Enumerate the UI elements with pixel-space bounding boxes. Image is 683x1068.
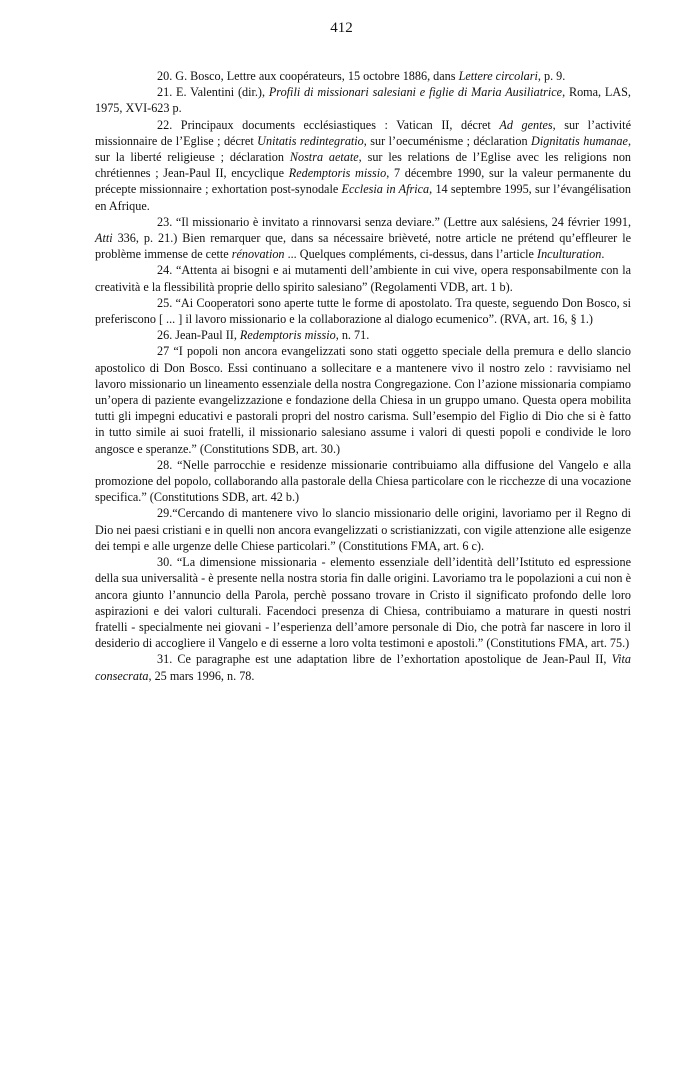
footnote-text: , 7 décembre 1990, sur la valeur permanente du précepte missionnaire ; exhortation post-synodale bbox=[95, 166, 631, 197]
footnote-text: , sur la liberté religieuse ; déclaration bbox=[95, 133, 631, 165]
footnote bbox=[95, 84, 631, 116]
footnote bbox=[95, 68, 631, 84]
footnote-text: 24. “Attenta ai bisogni e ai mutamenti dell’ambiente in cui vive, opera responsabilmente con la creatività e la flessibilità proprie dello spirito salesiano” (Regolamenti VDB, art. 1 b). bbox=[95, 263, 631, 294]
footnote-italic-text: Profili di missionari salesiani e figlie di Maria Ausiliatrice bbox=[268, 85, 563, 100]
footnote-italic-text: Redemptoris missio bbox=[239, 328, 336, 343]
footnote-italic-text: Nostra aetate bbox=[289, 150, 359, 165]
footnote bbox=[95, 117, 631, 214]
footnote-text: , n. 71. bbox=[335, 328, 370, 343]
footnote-text: , 25 mars 1996, n. 78. bbox=[148, 668, 255, 683]
page-number: 412 bbox=[330, 20, 353, 36]
footnote-text: 31. Ce paragraphe est une adaptation libre de l’exhortation apostolique de Jean-Paul II, bbox=[157, 652, 612, 667]
footnote bbox=[95, 505, 631, 554]
footnote-text: , sur l’activité missionnaire de l’Eglise ; décret bbox=[95, 117, 631, 148]
footnote-italic-text: rénovation bbox=[231, 247, 285, 262]
footnote-text: 20. G. Bosco, Lettre aux coopérateurs, 15 octobre 1886, dans bbox=[157, 69, 459, 83]
footnote-text: 29.“Cercando di mantenere vivo lo slancio missionario delle origini, lavoriamo per il Regno di Dio nei paesi cristiani e in quelli non ancora evangelizzati o scristianizzati, con vigile attenzione alle esigenze dei tempi e alle urgenze delle Chiese particolari.” (Constitutions FMA, art. 6 c). bbox=[95, 506, 631, 553]
footnote-italic-text: Redemptoris missio bbox=[288, 166, 387, 181]
footnote-text: 21. E. Valentini (dir.), bbox=[157, 85, 269, 100]
footnote bbox=[95, 457, 631, 506]
footnote-text: . bbox=[601, 247, 605, 262]
footnote-text: 27 “I popoli non ancora evangelizzati sono stati oggetto speciale della premura e dello slancio apostolico di Don Bosco. Essi continuano a sollecitare e a mantenere vivo il nostro zelo : ravvisiamo nel lavoro missionario un lineamento essenziale della nostra Congregazione. Con l’azione missionaria compiamo un’opera di paziente evangelizzazione e fondazione della Chiesa in un gruppo umano. Questa opera mobilita tutti gli impegni educativi e pastorali propri del nostro carisma. Sull’esempio del Figlio di Dio che si è fatto in tutto simile ai suoi fratelli, il missionario salesiano assume i valori di questi popoli e condivide le loro angosce e speranze.” (Constitutions SDB, art. 30.) bbox=[95, 344, 631, 456]
footnote-text: ... Quelques compléments, ci-dessus, dans l’article bbox=[284, 247, 538, 262]
footnote-text: 26. Jean-Paul II, bbox=[157, 328, 240, 343]
footnote-text: 30. “La dimensione missionaria - elemento essenziale dell’identità dell’Istituto ed espressione della sua universalità - è presente nella nostra storia fin dalle origini. Lavoriamo tra le popolazioni a cui non è ancora giunto l’annuncio della Parola, perchè possano trovare in Cristo il significato profondo delle loro aspirazioni e dei valori culturali. Facendoci presenza di Chiesa, contribuiamo a maturare in questi nostri fratelli - specialmente nei giovani - l’esperienza dell’amore personale di Dio, che potrà far nascere in loro il desiderio di accogliere il Vangelo e di esserne a loro volta testimoni e apostoli.” (Constitutions FMA, art. 75.) bbox=[95, 555, 631, 651]
footnote bbox=[95, 214, 631, 263]
footnotes-list bbox=[95, 68, 631, 684]
footnote bbox=[95, 554, 631, 651]
footnote bbox=[95, 343, 631, 456]
footnote-italic-text: Atti bbox=[95, 231, 113, 246]
footnote bbox=[95, 295, 631, 327]
footnote-text: , sur les relations de l’Eglise avec les religions non chrétiennes ; Jean-Paul II, encyclique bbox=[95, 150, 632, 181]
footnote-italic-text: Unitatis redintegratio bbox=[257, 133, 364, 148]
footnote-text: , sur l’oecuménisme ; déclaration bbox=[363, 133, 532, 148]
footnote-text: 336, p. 21.) Bien remarquer que, dans sa nécessaire brièveté, notre article ne prétend qu’effleurer le problème immense de cette bbox=[95, 231, 631, 262]
footnote-text: , 14 septembre 1995, sur l’évangélisation en Afrique. bbox=[95, 182, 631, 213]
footnote bbox=[95, 651, 631, 683]
footnote-text: 22. Principaux documents ecclésiastiques : Vatican II, décret bbox=[157, 117, 500, 132]
footnote-italic-text: Ecclesia in Africa bbox=[341, 182, 430, 197]
footnote-italic-text: Dignitatis humanae bbox=[531, 133, 628, 148]
footnote-italic-text: Ad gentes bbox=[499, 117, 553, 132]
footnote-italic-text: Inculturation bbox=[537, 247, 602, 262]
footnote bbox=[95, 262, 631, 294]
footnote-italic-text: Vita consecrata bbox=[95, 652, 631, 683]
footnote-text: 25. “Ai Cooperatori sono aperte tutte le forme di apostolato. Tra queste, seguendo Don Bosco, si preferiscono [ ... ] il lavoro missionario e la collaborazione al dialogo ecumenico”. (RVA, art. 16, § 1.) bbox=[95, 295, 631, 327]
footnote-text: 23. “Il missionario è invitato a rinnovarsi senza deviare.” (Lettre aux salésiens, 24 février 1991, bbox=[157, 214, 631, 229]
footnote-italic-text: Lettere circolari bbox=[458, 69, 538, 83]
footnote-text: 28. “Nelle parrocchie e residenze missionarie contribuiamo alla diffusione del Vangelo e alla promozione del popolo, collaborando alla pastorale della Chiesa particolare con le ricchezze di una vocazione specifica.” (Constitutions SDB, art. 42 b.) bbox=[95, 457, 631, 505]
footnote-text: , Roma, LAS, 1975, XVI-623 p. bbox=[95, 85, 631, 116]
footnote-text: , p. 9. bbox=[537, 69, 566, 83]
footnote bbox=[95, 327, 631, 343]
